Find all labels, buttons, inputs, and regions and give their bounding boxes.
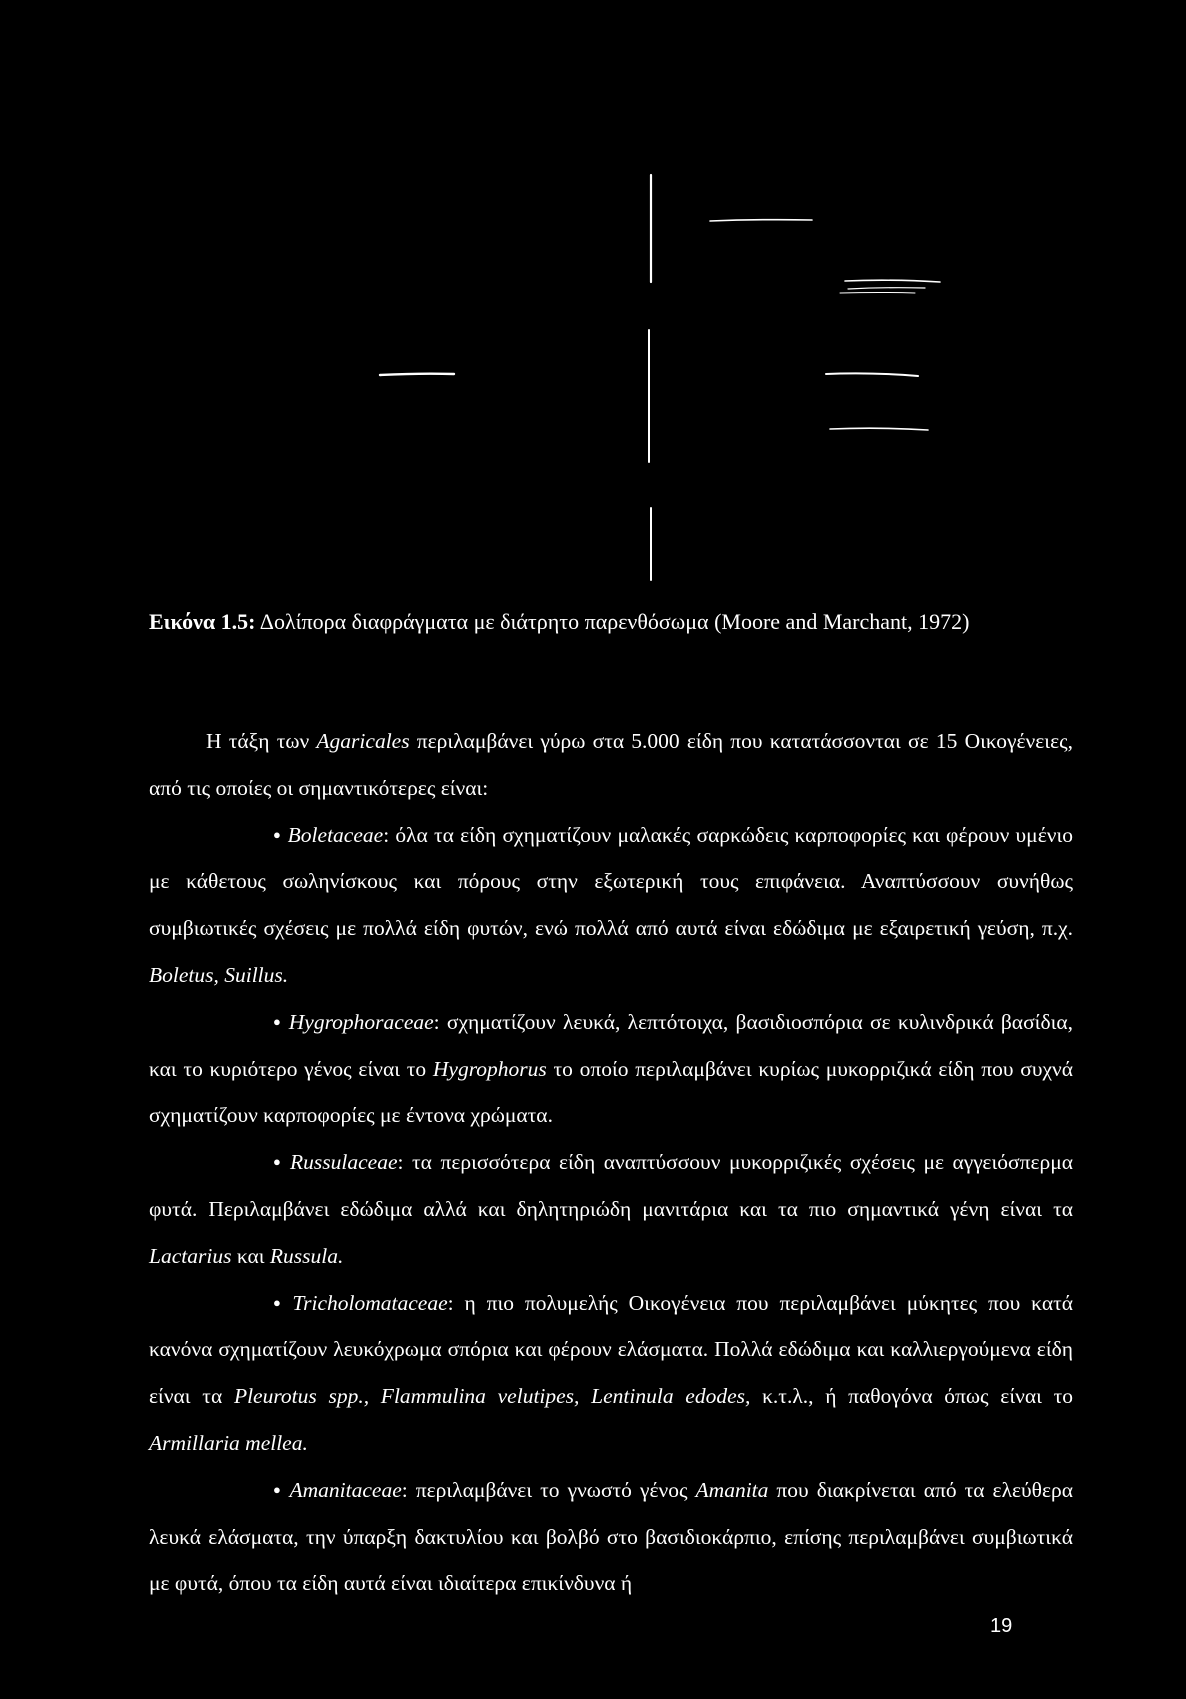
bullet-icon: ● — [273, 1013, 283, 1029]
figure-image — [0, 0, 1186, 590]
intro-paragraph — [149, 718, 1073, 812]
item-text: : η πιο πολυμελής Οικογένεια που περιλαμβάνει μύκητες που κατά κανόνα σχηματίζουν λευκόχρωμα σπόρια και φέρουν ελάσματα. Πολλά εδώδιμα και καλλιεργούμενα είδη είναι τα — [149, 1290, 1073, 1409]
genus-name-2: Russula. — [269, 1243, 344, 1268]
item-text-2: που διακρίνεται από τα ελεύθερα λευκά ελάσματα, την ύπαρξη δακτυλίου και βολβό στο βασιδιοκάρπιο, επίσης περιλαμβάνει συμβιωτικά με φυτά, όπου τα είδη αυτά είναι ιδιαίτερα επικίνδυνα ή — [149, 1477, 1073, 1596]
list-item-boletaceae — [149, 812, 1073, 999]
figure-caption — [149, 598, 1079, 645]
item-text: : σχηματίζουν λευκά, λεπτότοιχα, βασιδιοσπόρια σε κυλινδρικά βασίδια, και το κυριότερο γένος είναι το — [149, 1009, 1073, 1081]
caption-text: Δολίπορα διαφράγματα με διάτρητο παρενθόσωμα (Moore and Marchant, 1972) — [255, 609, 970, 634]
list-item-russulaceae — [149, 1139, 1073, 1279]
septa-micrograph — [0, 0, 1186, 590]
genus-name: Boletus, Suillus. — [149, 962, 289, 987]
genus-name-2: Armillaria mellea. — [149, 1430, 308, 1455]
intro-text: Η τάξη των — [206, 729, 317, 753]
genus-name: Amanita — [695, 1477, 769, 1502]
family-name: Hygrophoraceae — [288, 1009, 434, 1034]
list-item-tricholomataceae — [149, 1280, 1073, 1467]
list-item-amanitaceae — [149, 1467, 1073, 1607]
bullet-icon: ● — [273, 1294, 287, 1310]
genus-name: Lactarius — [149, 1243, 232, 1268]
item-text-2: το οποίο περιλαμβάνει κυρίως μυκορριζικά είδη που συχνά σχηματίζουν καρποφορίες με έντονα χρώματα. — [149, 1056, 1073, 1128]
item-text: : τα περισσότερα είδη αναπτύσσουν μυκορριζικές σχέσεις με αγγειόσπερμα φυτά. Περιλαμβάνει εδώδιμα αλλά και δηλητηριώδη μανιτάρια και τα πιο σημαντικά γένη είναι τα — [149, 1150, 1073, 1221]
family-name: Amanitaceae — [289, 1477, 402, 1502]
item-text-2: και — [231, 1243, 270, 1268]
item-text-2: κ.τ.λ., ή παθογόνα όπως είναι το — [750, 1384, 1073, 1409]
genus-name: Pleurotus spp., Flammulina velutipes, Lentinula edodes, — [233, 1384, 751, 1409]
intro-text-2: περιλαμβάνει γύρω στα 5.000 είδη που κατατάσσονται σε 15 Οικογένειες, από τις οποίες οι σημαντικότερες είναι: — [149, 729, 1073, 800]
page-number: 19 — [990, 1615, 1013, 1637]
family-name: Tricholomataceae — [292, 1290, 448, 1315]
body-text — [149, 718, 1073, 1607]
bullet-icon: ● — [273, 1481, 284, 1497]
family-name: Boletaceae — [287, 822, 384, 847]
caption-label: Εικόνα 1.5: — [149, 609, 256, 634]
family-name: Russulaceae — [290, 1150, 398, 1175]
bullet-icon: ● — [273, 1154, 285, 1170]
genus-name: Hygrophorus — [432, 1056, 547, 1081]
bullet-icon: ● — [273, 826, 282, 842]
item-text: : περιλαμβάνει το γνωστό γένος — [401, 1477, 696, 1502]
list-item-hygrophoraceae — [149, 999, 1073, 1139]
intro-italic: Agaricales — [316, 729, 410, 753]
item-text: : όλα τα είδη σχηματίζουν μαλακές σαρκώδεις καρποφορίες και φέρουν υμένιο με κάθετους σωληνίσκους και πόρους στην εξωτερική τους επιφάνεια. Αναπτύσσουν συνήθως συμβιωτικές σχέσεις με πολλά είδη φυτών, ενώ πολλά από αυτά είναι εδώδιμα με εξαιρετική γεύση, π.χ. — [149, 822, 1073, 941]
